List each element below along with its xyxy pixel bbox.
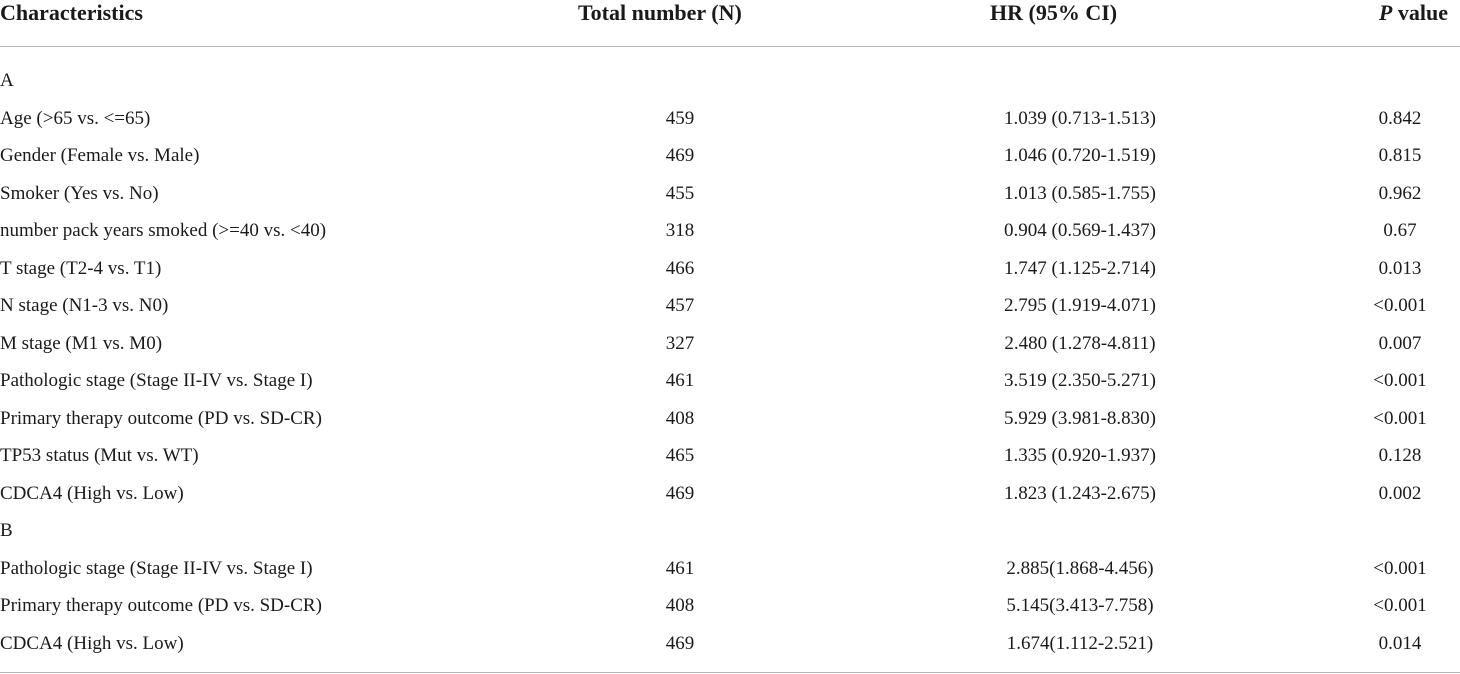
table-row [0, 512, 1460, 550]
table-body [0, 62, 1460, 662]
cell-total: 465 [665, 445, 695, 466]
table-row [0, 137, 1460, 175]
header-hr-ci: HR (95% CI) [990, 0, 1118, 25]
cell-characteristic: N stage (N1-3 vs. N0) [0, 295, 169, 316]
table-row [0, 62, 1460, 100]
cell-p: 0.128 [1378, 445, 1422, 466]
table-row [0, 475, 1460, 513]
cell-p: 0.842 [1378, 107, 1422, 129]
table-row [0, 362, 1460, 400]
header-p-italic: P [1378, 0, 1393, 25]
cell-characteristic: CDCA4 (High vs. Low) [0, 482, 184, 504]
table-bottom-rule [0, 672, 1460, 673]
table-row [0, 325, 1460, 363]
cell-characteristic: A [0, 70, 14, 91]
cell-hr: 5.929 (3.981-8.830) [1004, 407, 1156, 429]
cell-hr: 1.039 (0.713-1.513) [1004, 107, 1156, 129]
cell-characteristic: Smoker (Yes vs. No) [0, 182, 159, 204]
cell-total: 466 [665, 257, 695, 279]
table-row [0, 175, 1460, 213]
cell-p: 0.962 [1378, 182, 1422, 204]
table-row [0, 625, 1460, 663]
table-row [0, 100, 1460, 138]
table-row [0, 287, 1460, 325]
cell-total: 327 [665, 332, 695, 354]
header-total-number: Total number (N) [578, 0, 742, 25]
cell-characteristic: number pack years smoked (>=40 vs. <40) [0, 220, 327, 241]
cell-hr: 1.046 (0.720-1.519) [1004, 145, 1156, 166]
cell-characteristic: CDCA4 (High vs. Low) [0, 632, 184, 654]
table-row [0, 587, 1460, 625]
cell-p: <0.001 [1373, 370, 1427, 391]
cell-total: 469 [665, 145, 695, 166]
cell-hr: 2.885(1.868-4.456) [1006, 557, 1154, 579]
cell-total: 469 [665, 482, 695, 504]
cell-hr: 1.747 (1.125-2.714) [1004, 257, 1156, 279]
cell-p: <0.001 [1373, 557, 1427, 579]
cell-hr: 0.904 (0.569-1.437) [1004, 220, 1156, 241]
cell-total: 469 [665, 632, 695, 654]
cell-p: 0.815 [1378, 145, 1422, 166]
cell-p: <0.001 [1373, 295, 1427, 316]
cell-hr: 5.145(3.413-7.758) [1006, 595, 1154, 616]
cell-hr: 2.480 (1.278-4.811) [1004, 332, 1156, 354]
table-row [0, 212, 1460, 250]
cell-characteristic: Pathologic stage (Stage II-IV vs. Stage I) [0, 370, 313, 391]
cell-characteristic: M stage (M1 vs. M0) [0, 332, 163, 354]
cell-characteristic: B [0, 520, 13, 541]
cell-hr: 1.674(1.112-2.521) [1006, 632, 1154, 654]
table-row [0, 400, 1460, 438]
table-header [0, 0, 1460, 47]
header-p-value [1379, 0, 1448, 26]
cell-p: 0.007 [1378, 332, 1422, 354]
cell-total: 457 [665, 295, 695, 316]
cell-hr: 3.519 (2.350-5.271) [1004, 370, 1156, 391]
table-row [0, 250, 1460, 288]
cell-total: 408 [665, 407, 695, 429]
cell-p: <0.001 [1373, 595, 1427, 616]
cell-p: 0.014 [1378, 632, 1422, 654]
cell-hr: 1.823 (1.243-2.675) [1004, 482, 1156, 504]
cell-characteristic: Primary therapy outcome (PD vs. SD-CR) [0, 595, 322, 616]
cell-total: 455 [665, 182, 695, 204]
cell-p: 0.002 [1378, 482, 1422, 504]
cell-characteristic: T stage (T2-4 vs. T1) [0, 257, 162, 279]
cell-characteristic: Age (>65 vs. <=65) [0, 107, 151, 129]
cell-p: 0.013 [1378, 257, 1422, 279]
cell-p: <0.001 [1373, 407, 1427, 429]
cell-total: 461 [665, 557, 695, 579]
header-characteristics: Characteristics [0, 0, 143, 25]
cell-characteristic: TP53 status (Mut vs. WT) [0, 445, 199, 466]
cell-hr: 1.013 (0.585-1.755) [1004, 182, 1156, 204]
cell-characteristic: Gender (Female vs. Male) [0, 145, 200, 166]
cell-total: 461 [665, 370, 695, 391]
cell-hr: 1.335 (0.920-1.937) [1004, 445, 1156, 466]
cell-characteristic: Pathologic stage (Stage II-IV vs. Stage I) [0, 557, 313, 579]
cell-total: 408 [665, 595, 695, 616]
cell-total: 459 [665, 107, 695, 129]
cell-total: 318 [665, 220, 695, 241]
cell-p: 0.67 [1383, 220, 1417, 241]
cell-hr: 2.795 (1.919-4.071) [1004, 295, 1156, 316]
table-row [0, 437, 1460, 475]
cell-characteristic: Primary therapy outcome (PD vs. SD-CR) [0, 407, 322, 429]
table-row [0, 550, 1460, 588]
header-p-rest: value [1392, 0, 1448, 25]
